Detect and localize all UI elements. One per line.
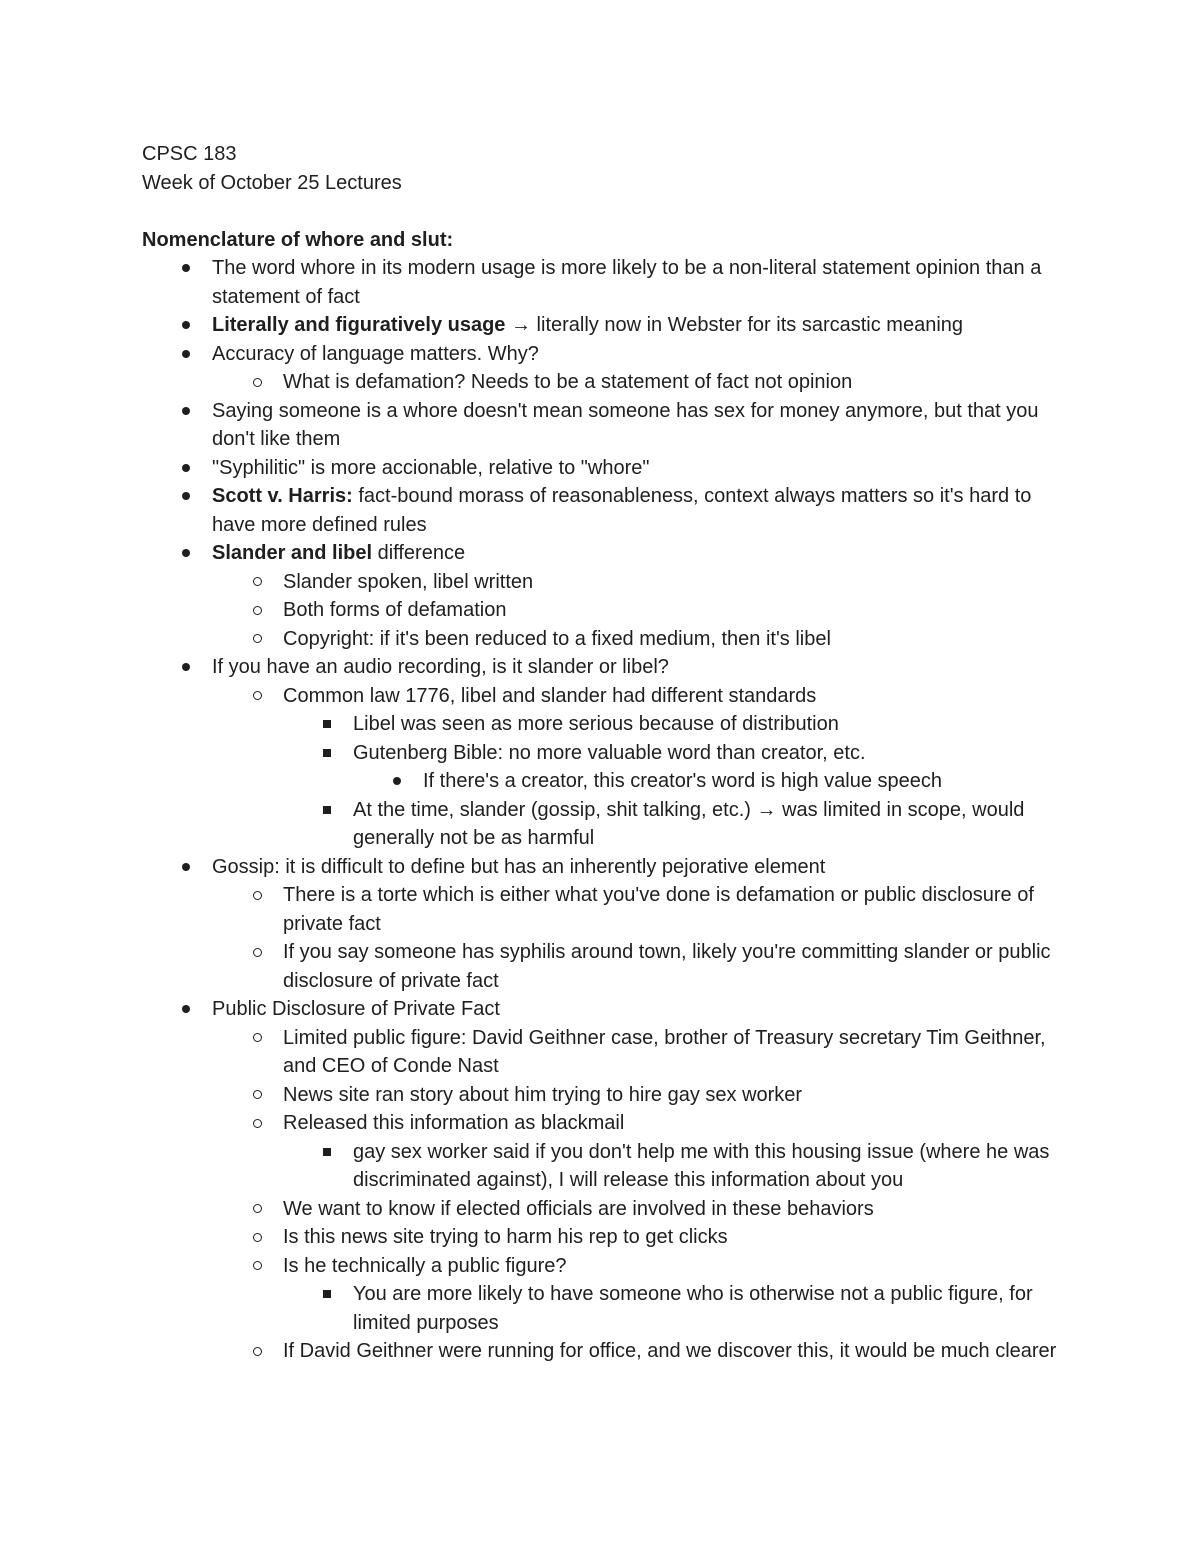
- list-item-text: [283, 599, 506, 621]
- filled-bullet-icon: [176, 454, 196, 483]
- list-item: [142, 739, 1062, 768]
- list-item-body: At the time, slander (gossip, shit talking, etc.) → was limited in scope, would generally not be as harmful: [353, 798, 1030, 849]
- square-bullet-icon: [317, 739, 337, 768]
- list-item-body: Libel was seen as more serious because of distribution: [353, 713, 839, 735]
- list-item: [142, 397, 1062, 454]
- list-item-body: → literally now in Webster for its sarcastic meaning: [505, 314, 964, 336]
- filled-bullet-icon: [176, 853, 196, 882]
- hollow-bullet-icon: [247, 682, 267, 711]
- list-item-body: fact-bound morass of reasonableness, context always matters so it's hard to have more defined rules: [212, 485, 1037, 536]
- hollow-bullet-icon: [247, 368, 267, 397]
- square-bullet-icon: [317, 710, 337, 739]
- hollow-bullet-icon: [247, 1081, 267, 1110]
- list-item: [142, 1138, 1062, 1195]
- list-item-text: [212, 542, 465, 564]
- hollow-bullet-icon: [247, 1024, 267, 1053]
- filled-bullet-icon: [176, 397, 196, 426]
- list-item-body: If David Geithner were running for office, and we discover this, it would be much clearer: [283, 1340, 1057, 1362]
- list-item: [142, 1109, 1062, 1138]
- list-item-text: [283, 628, 831, 650]
- hollow-bullet-icon: [247, 1252, 267, 1281]
- list-item: [142, 596, 1062, 625]
- list-item-text: [283, 1198, 874, 1220]
- list-item-body: Released this information as blackmail: [283, 1112, 625, 1134]
- blank-line: [142, 197, 1062, 226]
- list-item: [142, 539, 1062, 568]
- list-item: [142, 682, 1062, 711]
- list-item-body: If you have an audio recording, is it slander or libel?: [212, 656, 669, 678]
- list-item: [142, 1252, 1062, 1281]
- list-item-text: [353, 742, 866, 764]
- list-item-body: Gossip: it is difficult to define but has an inherently pejorative element: [212, 855, 826, 878]
- document-body: [142, 140, 1062, 1366]
- list-item-bold-term: Slander and libel: [212, 542, 373, 564]
- list-item: [142, 340, 1062, 369]
- list-item-text: [212, 343, 539, 365]
- list-item-text: [212, 656, 669, 678]
- list-item-body: We want to know if elected officials are involved in these behaviors: [283, 1197, 874, 1220]
- bullet-list: [142, 254, 1062, 1366]
- list-item: [142, 311, 1062, 340]
- filled-bullet-icon: [176, 995, 196, 1024]
- list-item: [142, 1223, 1062, 1252]
- list-item-body: What is defamation? Needs to be a statement of fact not opinion: [283, 371, 853, 393]
- list-item-text: [212, 314, 963, 336]
- list-item-body: Copyright: if it's been reduced to a fixed medium, then it's libel: [283, 627, 831, 650]
- list-item-text: [283, 571, 533, 593]
- list-item: [142, 767, 1062, 796]
- list-item-bold-term: Scott v. Harris:: [212, 485, 353, 507]
- list-item-text: [212, 457, 649, 479]
- list-item-body: Slander spoken, libel written: [283, 570, 534, 593]
- list-item: [142, 1337, 1062, 1366]
- list-item-text: [212, 257, 1047, 308]
- list-item-text: [353, 1283, 1038, 1334]
- list-item-text: [212, 400, 1044, 451]
- list-item: [142, 853, 1062, 882]
- lecture-subtitle: Week of October 25 Lectures: [142, 171, 402, 194]
- filled-bullet-icon: [176, 311, 196, 340]
- list-item-text: [283, 1226, 728, 1248]
- list-item: [142, 1195, 1062, 1224]
- square-bullet-icon: [317, 796, 337, 825]
- list-item-text: [283, 1255, 567, 1277]
- list-item-body: If you say someone has syphilis around town, likely you're committing slander or public disclosure of private fact: [283, 941, 1057, 992]
- list-item-body: Gutenberg Bible: no more valuable word than creator, etc.: [353, 741, 866, 764]
- list-item-text: [212, 485, 1037, 536]
- list-item: [142, 995, 1062, 1024]
- filled-bullet-icon: [176, 653, 196, 682]
- filled-bullet-icon: [387, 767, 407, 796]
- list-item: [142, 881, 1062, 938]
- list-item-text: [423, 770, 942, 792]
- list-item: [142, 454, 1062, 483]
- filled-bullet-icon: [176, 539, 196, 568]
- list-item-text: [283, 1027, 1051, 1078]
- list-item: [142, 1024, 1062, 1081]
- list-item-text: [283, 1340, 1056, 1362]
- list-item-text: [353, 713, 839, 735]
- list-item-body: difference: [372, 542, 466, 564]
- list-item-body: Is this news site trying to harm his rep to get clicks: [283, 1226, 728, 1248]
- list-item-body: Both forms of defamation: [283, 599, 507, 621]
- list-item-body: Limited public figure: David Geithner case, brother of Treasury secretary Tim Geithner, and CEO of Conde Nast: [283, 1026, 1052, 1077]
- hollow-bullet-icon: [247, 881, 267, 910]
- list-item: [142, 482, 1062, 539]
- list-item-text: [353, 1141, 1055, 1192]
- list-item-body: Public Disclosure of Private Fact: [212, 998, 500, 1020]
- hollow-bullet-icon: [247, 1337, 267, 1366]
- list-item-body: Accuracy of language matters. Why?: [212, 342, 539, 365]
- filled-bullet-icon: [176, 254, 196, 283]
- list-item-text: [283, 1112, 624, 1134]
- hollow-bullet-icon: [247, 1223, 267, 1252]
- list-item: [142, 568, 1062, 597]
- list-item-body: If there's a creator, this creator's word is high value speech: [423, 770, 943, 792]
- list-item: [142, 1280, 1062, 1337]
- list-item: [142, 254, 1062, 311]
- list-item-text: [353, 799, 1030, 850]
- list-item: [142, 653, 1062, 682]
- list-item: [142, 796, 1062, 853]
- list-item-body: There is a torte which is either what you've done is defamation or public disclosure of private fact: [283, 884, 1040, 935]
- hollow-bullet-icon: [247, 1109, 267, 1138]
- list-item: [142, 625, 1062, 654]
- list-item: [142, 710, 1062, 739]
- list-item-text: [283, 1084, 802, 1106]
- hollow-bullet-icon: [247, 568, 267, 597]
- list-item: [142, 1081, 1062, 1110]
- list-item-text: [283, 941, 1056, 992]
- hollow-bullet-icon: [247, 938, 267, 967]
- list-item-body: Is he technically a public figure?: [283, 1254, 567, 1277]
- square-bullet-icon: [317, 1138, 337, 1167]
- list-item-body: gay sex worker said if you don't help me with this housing issue (where he was discriminated against), I will release this information about you: [353, 1140, 1055, 1191]
- list-item-text: [212, 998, 500, 1020]
- list-item-body: The word whore in its modern usage is more likely to be a non-literal statement opinion than a statement of fact: [212, 257, 1047, 308]
- list-item-body: "Syphilitic" is more accionable, relative to "whore": [212, 456, 650, 479]
- list-item-body: You are more likely to have someone who is otherwise not a public figure, for limited purposes: [353, 1283, 1039, 1334]
- hollow-bullet-icon: [247, 625, 267, 654]
- square-bullet-icon: [317, 1280, 337, 1309]
- hollow-bullet-icon: [247, 1195, 267, 1224]
- list-item-text: [283, 685, 816, 707]
- list-item-body: News site ran story about him trying to hire gay sex worker: [283, 1083, 803, 1106]
- list-item-bold-term: Literally and figuratively usage: [212, 314, 506, 336]
- list-item: [142, 368, 1062, 397]
- filled-bullet-icon: [176, 482, 196, 511]
- hollow-bullet-icon: [247, 596, 267, 625]
- list-item-body: Saying someone is a whore doesn't mean someone has sex for money anymore, but that you don't like them: [212, 399, 1045, 450]
- list-item-text: [283, 884, 1039, 935]
- filled-bullet-icon: [176, 340, 196, 369]
- section-heading: Nomenclature of whore and slut:: [142, 228, 454, 251]
- list-item-text: [212, 856, 825, 878]
- course-title: CPSC 183: [142, 143, 237, 165]
- list-item-body: Common law 1776, libel and slander had different standards: [283, 684, 817, 707]
- list-item-text: [283, 371, 852, 393]
- list-item: [142, 938, 1062, 995]
